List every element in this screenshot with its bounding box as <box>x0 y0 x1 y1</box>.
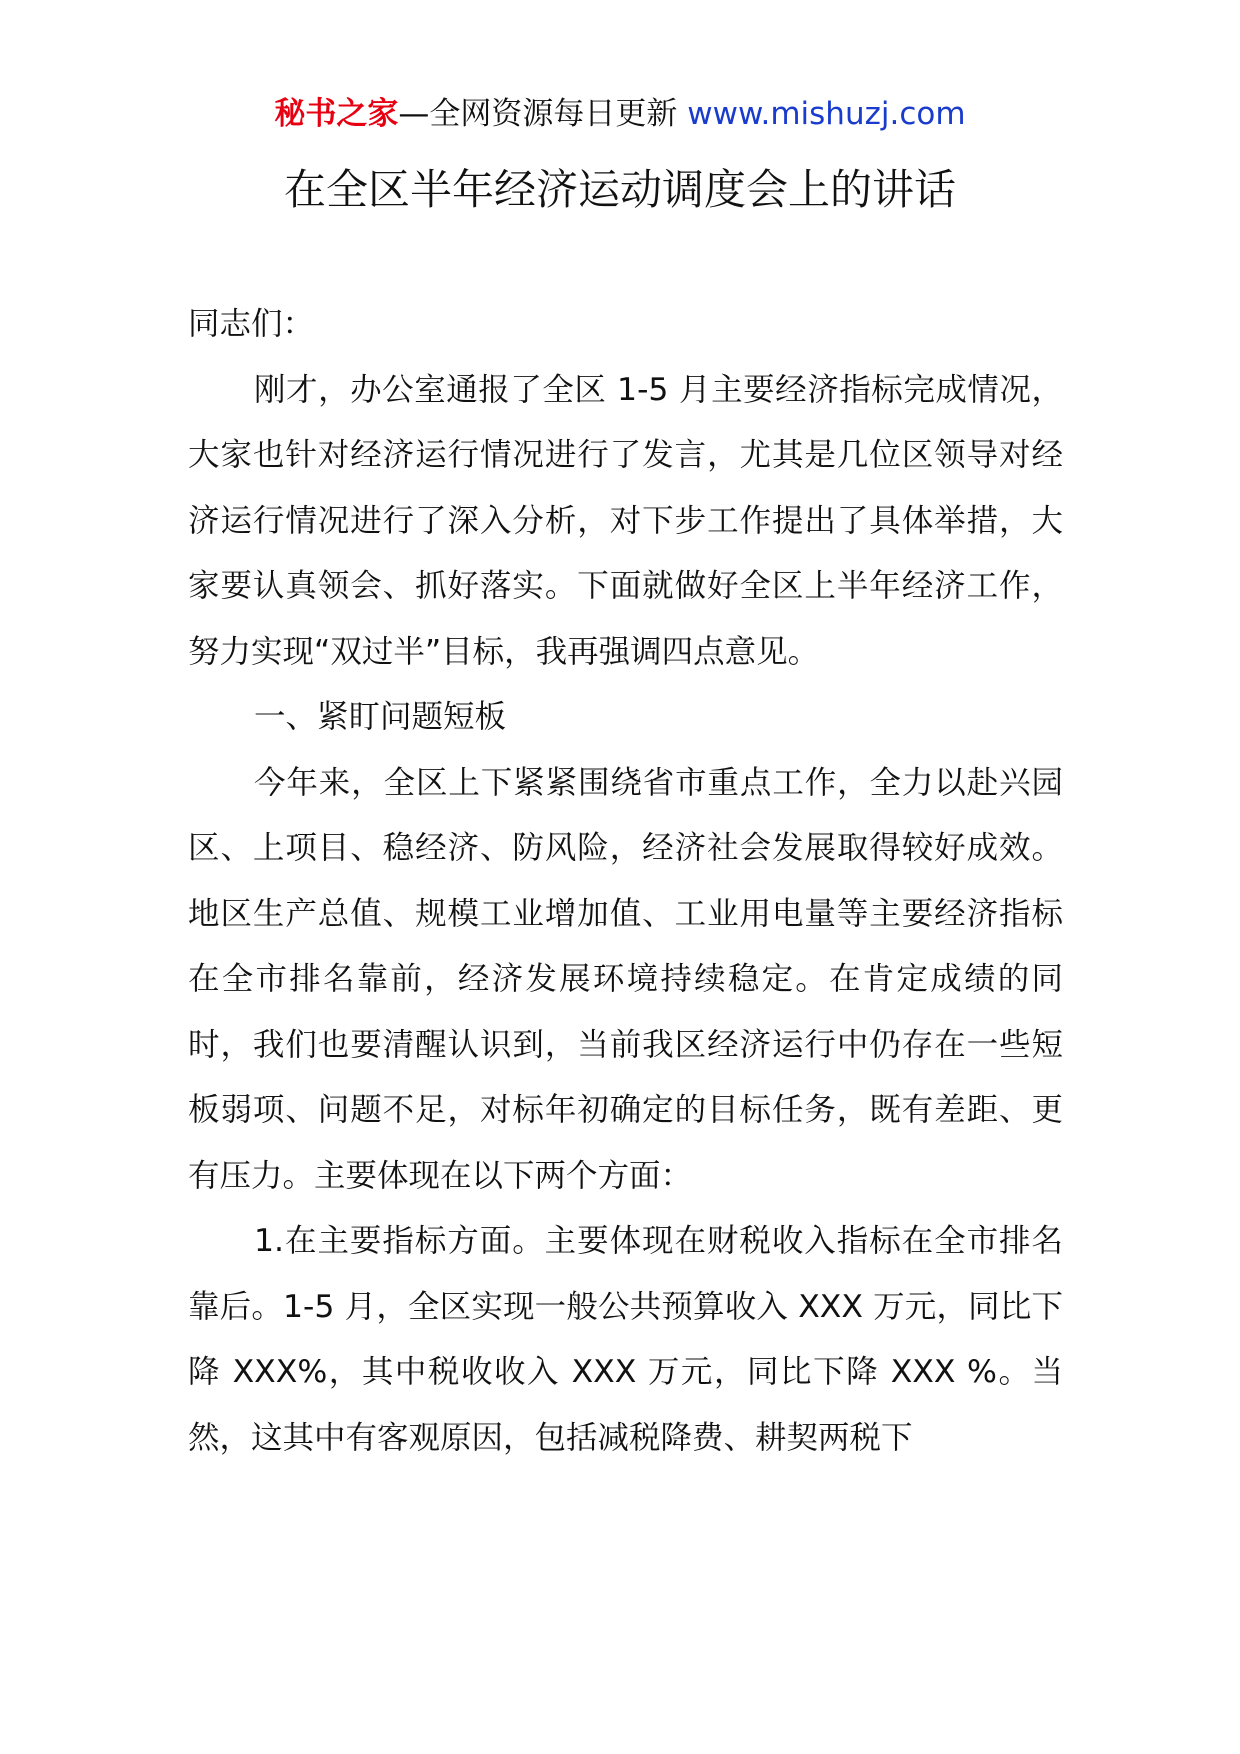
paragraph-intro: 刚才，办公室通报了全区 1-5 月主要经济指标完成情况，大家也针对经济运行情况进行了发言，尤其是几位区领导对经济运行情况进行了深入分析，对下步工作提出了具体举措，大家要认真领会、抓好落实。下面就做好全区上半年经济工作，努力实现“双过半”目标，我再强调四点意见。 <box>188 371 1063 670</box>
section-heading-1: 一、紧盯问题短板 <box>254 699 507 735</box>
paragraph-section-1: 今年来，全区上下紧紧围绕省市重点工作，全力以赴兴园区、上项目、稳经济、防风险，经济社会发展取得较好成效。地区生产总值、规模工业增加值、工业用电量等主要经济指标在全市排名靠前，经济发展环境持续稳定。在肯定成绩的同时，我们也要清醒认识到，当前我区经济运行中仍存在一些短板弱项、问题不足，对标年初确定的目标任务，既有差距、更有压力。主要体现在以下两个方面： <box>188 764 1063 1194</box>
site-brand: 秘书之家 <box>274 96 399 132</box>
site-header <box>0 92 1240 136</box>
site-url-link[interactable]: www.mishuzj.com <box>677 96 966 132</box>
document-body <box>188 292 1063 1471</box>
salutation: 同志们： <box>188 306 315 342</box>
paragraph-indicators: 1.在主要指标方面。主要体现在财税收入指标在全市排名靠后。1-5 月，全区实现一般公共预算收入 XXX 万元，同比下降 XXX%，其中税收收入 XXX 万元，同比下降 XXX %。当然，这其中有客观原因，包括减税降费、耕契两税下 <box>188 1223 1063 1456</box>
document-title: 在全区半年经济运动调度会上的讲话 <box>283 165 956 214</box>
site-slogan: —全网资源每日更新 <box>398 96 678 132</box>
